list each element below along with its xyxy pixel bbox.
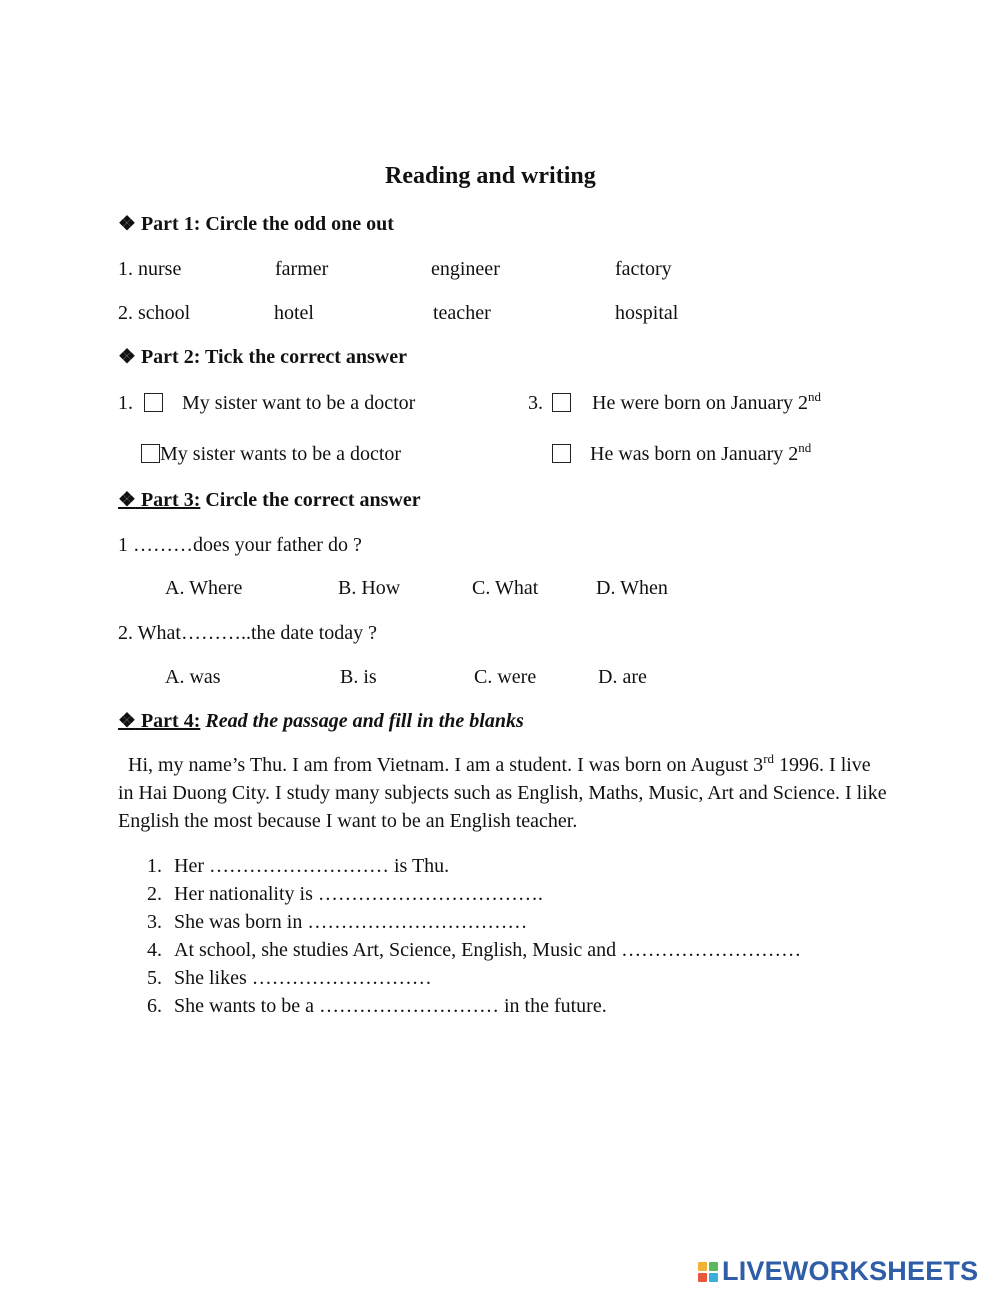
list-item: 4. At school, she studies Art, Science, English, Music and ……………………… — [147, 939, 802, 961]
part1-row2-word2[interactable]: hotel — [274, 302, 314, 324]
list-item: 6. She wants to be a ……………………… in the future. — [147, 995, 607, 1017]
part3-heading — [118, 490, 421, 510]
part4-heading-text: Read the passage and fill in the blanks — [205, 710, 524, 732]
list-item: 2. Her nationality is ……………………………. — [147, 883, 543, 905]
brand-name: LIVEWORKSHEETS — [722, 1256, 979, 1286]
part1-row1-word2[interactable]: farmer — [275, 258, 329, 280]
option-text: He were born on January 2nd — [592, 389, 822, 414]
page-title: Reading and writing — [385, 163, 596, 189]
part3-q2-option-b[interactable]: B. is — [340, 666, 377, 688]
option-text: My sister wants to be a doctor — [160, 443, 402, 465]
part3-question-1: 1 ………does your father do ? — [118, 534, 362, 556]
reading-passage: Hi, my name’s Thu. I am from Vietnam. I am a student. I was born on August 3rd 1996. I live in Hai Duong City. I study many subjects such as English, Maths, Music, Art and Science. I like English the most because I want to be an English teacher. — [118, 751, 887, 832]
diamond-bullet-icon: ❖ — [118, 346, 136, 368]
checkbox-q3-b[interactable] — [552, 444, 571, 463]
part1-row2-word3[interactable]: teacher — [433, 302, 491, 324]
part1-heading-text: Part 1: Circle the odd one out — [140, 213, 394, 235]
list-item: 5. She likes ……………………… — [147, 967, 432, 989]
part3-q1-option-c[interactable]: C. What — [472, 577, 539, 599]
part3-q1-option-a[interactable]: A. Where — [165, 577, 243, 599]
part3-heading-label: ❖ Part 3: — [118, 489, 201, 511]
checkbox-q3-a[interactable] — [552, 393, 571, 412]
diamond-bullet-icon: ❖ — [118, 213, 136, 235]
part1-row2-word1[interactable]: 2. school — [118, 302, 191, 324]
part2-q3-option-a — [528, 389, 822, 414]
checkbox-q1-b[interactable] — [141, 444, 160, 463]
part2-q1-option-a — [118, 393, 415, 413]
liveworksheets-logo — [698, 1256, 978, 1287]
question-number: 1. — [118, 392, 133, 414]
part3-heading-text: Circle the correct answer — [200, 489, 421, 511]
part1-row1-word4[interactable]: factory — [615, 258, 672, 280]
part1-row1-word3[interactable]: engineer — [431, 258, 500, 280]
part3-q2-option-d[interactable]: D. are — [598, 666, 647, 688]
liveworksheets-mark-icon — [698, 1262, 718, 1282]
option-text: My sister want to be a doctor — [182, 392, 416, 414]
part4-heading-label: ❖ Part 4: — [118, 710, 201, 732]
part4-heading — [118, 711, 524, 731]
question-number: 3. — [528, 392, 543, 414]
list-item: 3. She was born in …………………………… — [147, 911, 528, 933]
list-item: 1. Her ……………………… is Thu. — [147, 855, 450, 877]
part1-row1-word1[interactable]: 1. nurse — [118, 258, 182, 280]
checkbox-q1-a[interactable] — [144, 393, 163, 412]
part3-q2-option-a[interactable]: A. was — [165, 666, 221, 688]
part3-q1-option-b[interactable]: B. How — [338, 577, 401, 599]
part3-q2-option-c[interactable]: C. were — [474, 666, 537, 688]
part3-q1-option-d[interactable]: D. When — [596, 577, 668, 599]
part2-q3-option-b — [552, 440, 812, 465]
part2-heading — [118, 347, 407, 367]
part2-heading-text: Part 2: Tick the correct answer — [140, 346, 407, 368]
part1-row2-word4[interactable]: hospital — [615, 302, 679, 324]
part2-q1-option-b — [141, 444, 401, 464]
part1-heading — [118, 214, 394, 234]
part3-question-2: 2. What………..the date today ? — [118, 622, 378, 644]
option-text: He was born on January 2nd — [590, 440, 812, 465]
